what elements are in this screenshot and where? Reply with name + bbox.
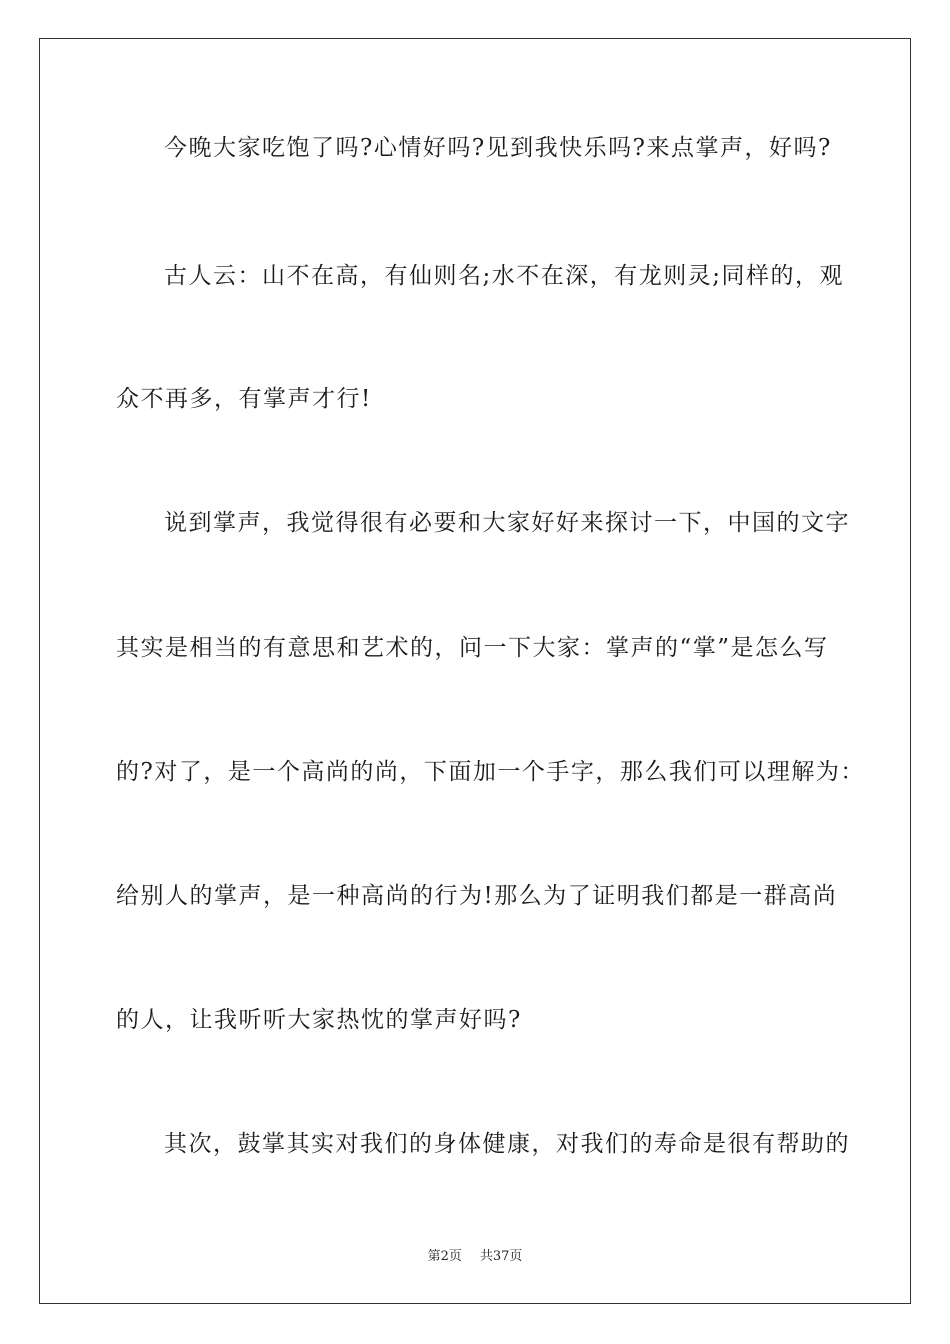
paragraph-line: 古人云：山不在高，有仙则名;水不在深，有龙则灵;同样的，观 <box>164 263 844 289</box>
page-footer <box>0 1248 950 1266</box>
total-pages: 共37页 <box>479 1249 523 1264</box>
paragraph-line: 今晚大家吃饱了吗?心情好吗?见到我快乐吗?来点掌声，好吗? <box>164 135 832 161</box>
paragraph-line: 的人，让我听听大家热忱的掌声好吗? <box>116 1007 522 1033</box>
page-border <box>39 38 911 1304</box>
paragraph-line: 其实是相当的有意思和艺术的，问一下大家：掌声的“掌”是怎么写 <box>116 635 829 661</box>
paragraph-line: 其次，鼓掌其实对我们的身体健康，对我们的寿命是很有帮助的 <box>164 1131 850 1157</box>
page-number: 第2页 <box>427 1249 462 1264</box>
paragraph-line: 给别人的掌声，是一种高尚的行为!那么为了证明我们都是一群高尚 <box>116 883 838 909</box>
paragraph-line: 的?对了，是一个高尚的尚，下面加一个手字，那么我们可以理解为： <box>116 759 865 785</box>
paragraph-line: 众不再多，有掌声才行! <box>116 386 372 412</box>
paragraph-line: 说到掌声，我觉得很有必要和大家好好来探讨一下，中国的文字 <box>164 510 850 536</box>
